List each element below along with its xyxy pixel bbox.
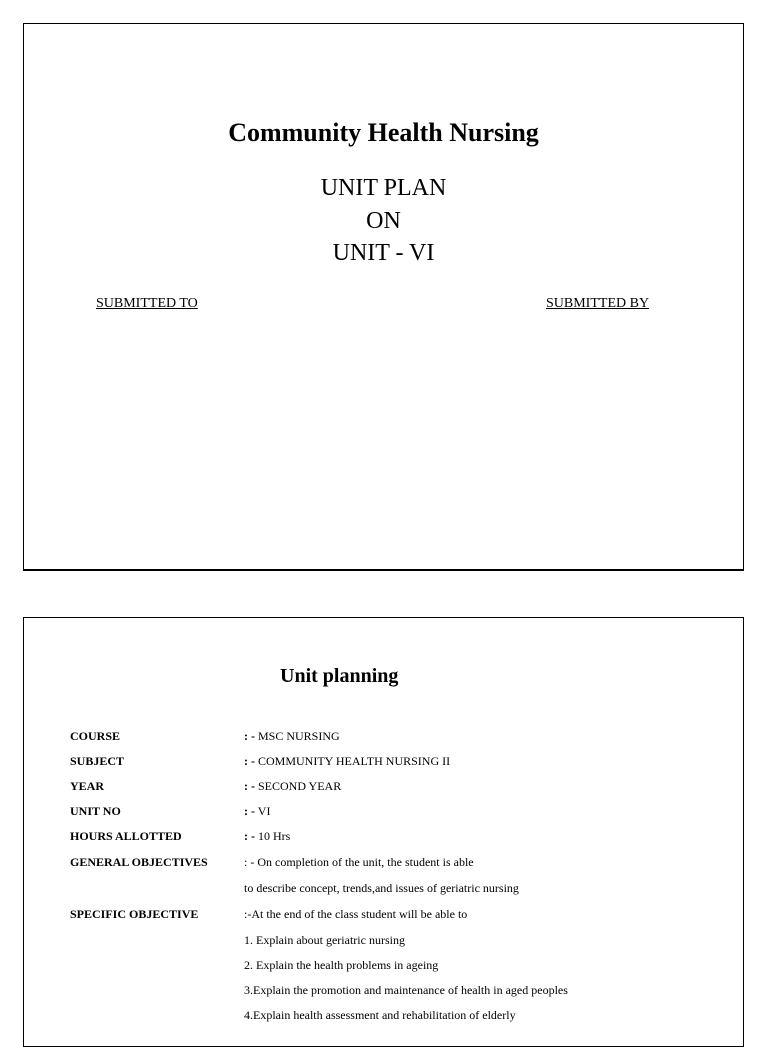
row-value	[244, 804, 270, 819]
row-separator: : -	[244, 829, 255, 843]
submitted-to-heading: SUBMITTED TO	[96, 296, 198, 311]
row-label: GENERAL OBJECTIVES	[70, 855, 208, 869]
row-separator: : -	[244, 754, 255, 768]
row-value: to describe concept, trends,and issues of geriatric nursing	[244, 881, 519, 895]
row-separator: : -	[244, 804, 255, 818]
row-label: SPECIFIC OBJECTIVE	[70, 907, 199, 921]
row-value-text: 10 Hrs	[255, 829, 291, 843]
row-value-text: MSC NURSING	[255, 729, 340, 743]
submitted-by-heading: SUBMITTED BY	[546, 296, 650, 311]
row-value: : - On completion of the unit, the student is able	[244, 855, 474, 869]
row-label: YEAR	[70, 779, 105, 793]
unit-plan-line: UNIT PLAN	[320, 175, 447, 201]
document-title: Community Health Nursing	[228, 118, 539, 147]
cover-page	[23, 23, 744, 571]
unit-number-line: UNIT - VI	[332, 240, 435, 266]
row-value: 3.Explain the promotion and maintenance of health in aged peoples	[244, 983, 568, 997]
row-value-text: COMMUNITY HEALTH NURSING II	[255, 754, 451, 768]
row-value: 1. Explain about geriatric nursing	[244, 933, 405, 947]
row-value-text: SECOND YEAR	[255, 779, 342, 793]
row-separator: : -	[244, 779, 255, 793]
row-separator: : -	[244, 729, 255, 743]
row-value: 4.Explain health assessment and rehabilitation of elderly	[244, 1008, 516, 1022]
unit-planning-title: Unit planning	[280, 665, 399, 687]
on-line: ON	[366, 208, 401, 234]
row-label: HOURS ALLOTTED	[70, 829, 182, 843]
row-value: :-At the end of the class student will be able to	[244, 907, 468, 921]
row-value-text: VI	[255, 804, 271, 818]
unit-planning-page	[23, 617, 744, 1047]
row-label: COURSE	[70, 729, 121, 743]
row-value	[244, 779, 341, 794]
row-value: 2. Explain the health problems in ageing	[244, 958, 439, 972]
row-value	[244, 829, 290, 844]
row-label: SUBJECT	[70, 754, 125, 768]
row-value	[244, 754, 450, 769]
row-label: UNIT NO	[70, 804, 121, 818]
row-value	[244, 729, 340, 744]
